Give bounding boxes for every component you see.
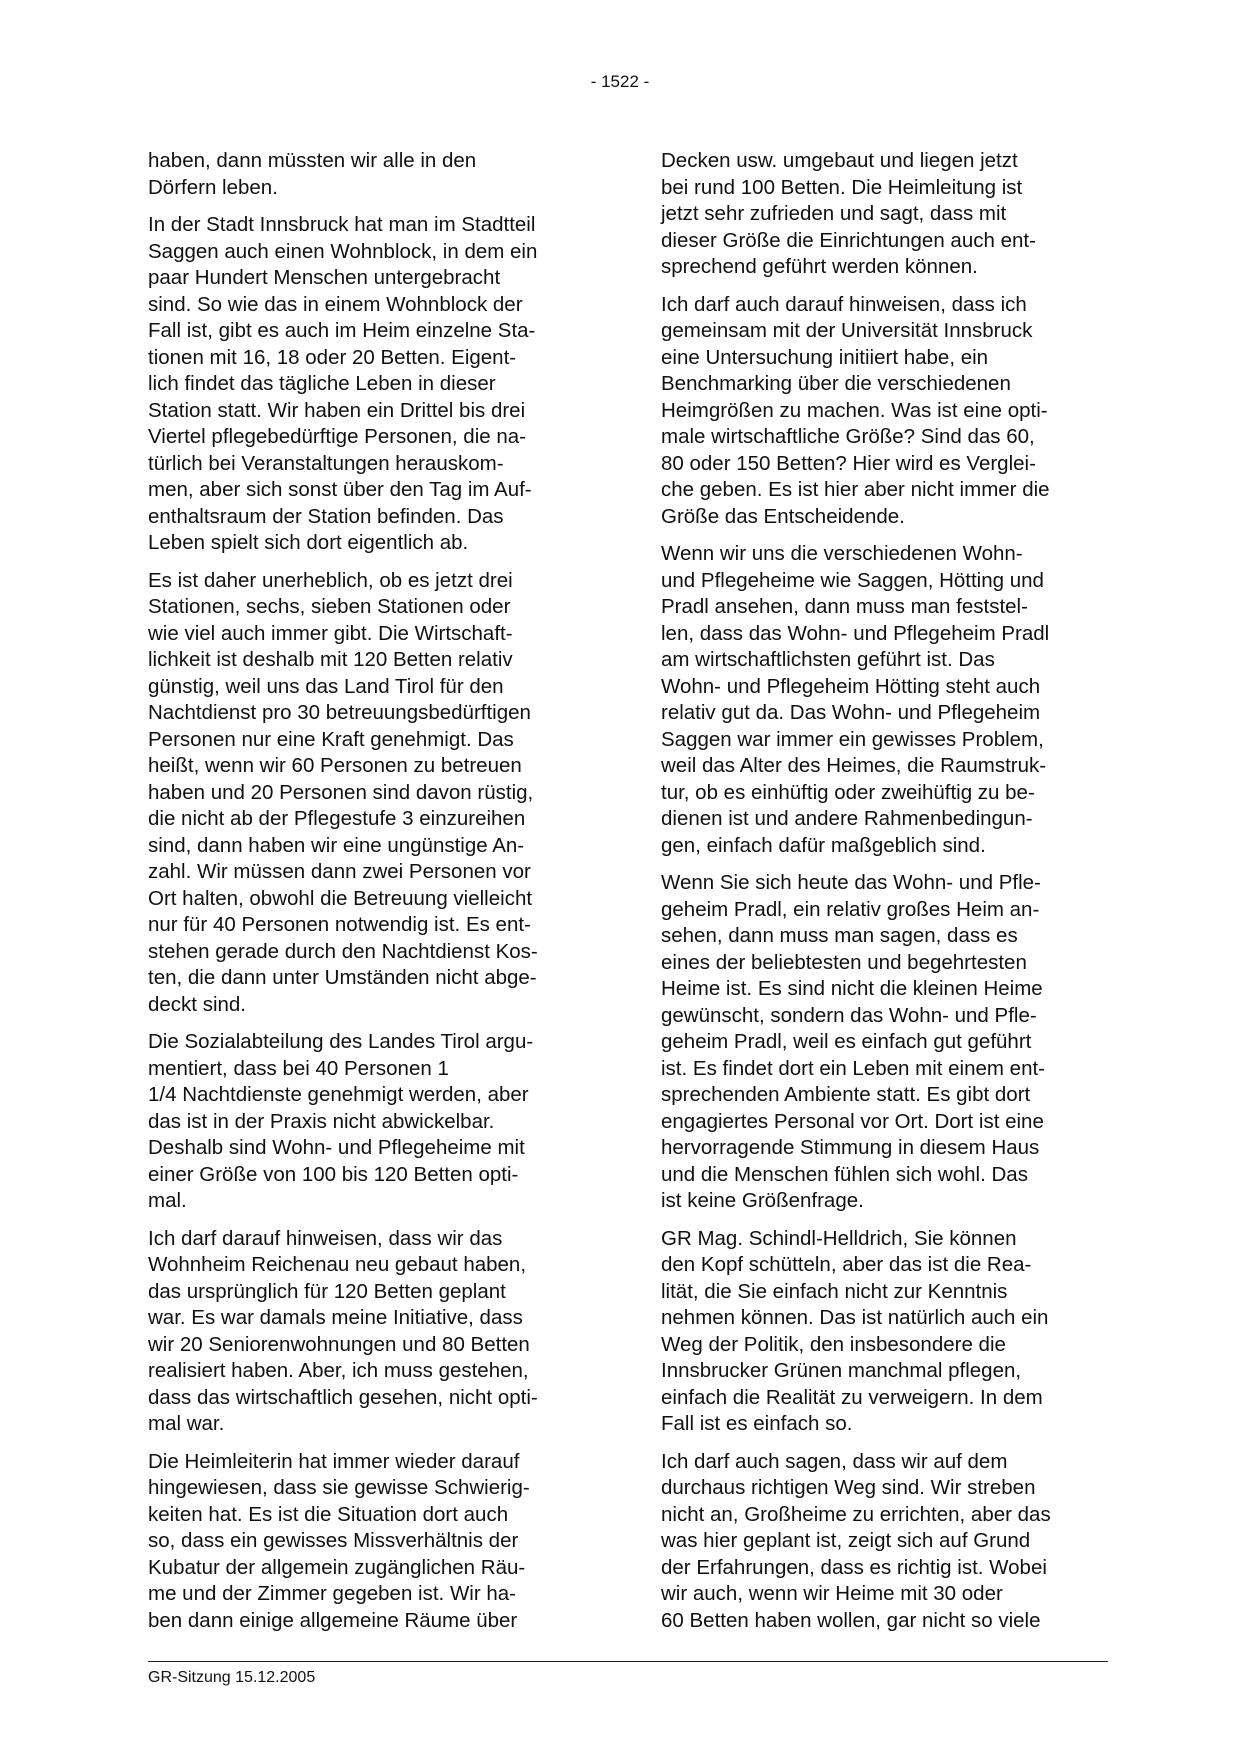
text-line: dieser Größe die Einrichtungen auch ent- (661, 228, 1036, 252)
text-line: Die Sozialabteilung des Landes Tirol argu- (148, 1030, 534, 1053)
text-line: hervorragende Stimmung in diesem Haus (661, 1136, 1040, 1159)
text-line: so, dass ein gewisses Missverhältnis der (148, 1529, 519, 1552)
text-line: hingewiesen, dass sie gewisse Schwierig- (148, 1476, 530, 1499)
text-line: Saggen auch einen Wohnblock, in dem ein (148, 239, 538, 263)
text-line: 1/4 Nachtdienste genehmigt werden, aber (148, 1083, 529, 1106)
text-line: nur für 40 Personen notwendig ist. Es ent- (148, 913, 531, 936)
text-line: gemeinsam mit der Universität Innsbruck (661, 319, 1033, 342)
text-line: das ursprünglich für 120 Betten geplant (148, 1279, 506, 1303)
footer-session-date: GR-Sitzung 15.12.2005 (148, 1669, 316, 1686)
text-line: Kubatur der allgemein zugänglichen Räu- (148, 1555, 526, 1579)
text-line: mentiert, dass bei 40 Personen 1 (148, 1056, 449, 1080)
text-line: engagiertes Personal vor Ort. Dort ist eine (661, 1109, 1044, 1133)
paragraph (661, 1226, 1108, 1438)
left-column (148, 148, 593, 1645)
text-line: keiten hat. Es ist die Situation dort auch (148, 1502, 509, 1526)
text-line: ten, die dann unter Umständen nicht abge- (148, 966, 537, 989)
text-line: haben und 20 Personen sind davon rüstig, (148, 780, 534, 804)
text-line: Stationen, sechs, sieben Stationen oder (148, 595, 511, 618)
text-line: durchaus richtigen Weg sind. Wir streben (661, 1476, 1036, 1499)
paragraph (148, 212, 593, 557)
text-line: wie viel auch immer gibt. Die Wirtschaft- (148, 621, 513, 645)
paragraph (661, 292, 1108, 531)
text-line: sprechend geführt werden können. (661, 255, 978, 278)
footer-divider (148, 1661, 1108, 1662)
text-line: 60 Betten haben wollen, gar nicht so viele (661, 1608, 1041, 1632)
text-line: war. Es war damals meine Initiative, dass (148, 1306, 523, 1329)
text-line: der Erfahrungen, dass es richtig ist. Wobei (661, 1555, 1047, 1579)
paragraph (148, 148, 593, 201)
text-line: Dörfern leben. (148, 175, 278, 199)
text-line: Heime ist. Es sind nicht die kleinen Heime (661, 977, 1043, 1000)
text-line: jetzt sehr zufrieden und sagt, dass mit (661, 202, 1007, 225)
text-line: sehen, dann muss man sagen, dass es (661, 924, 1018, 947)
text-line: Benchmarking über die verschiedenen (661, 372, 1011, 395)
text-line: GR Mag. Schindl-Helldrich, Sie können (661, 1226, 1017, 1250)
text-line: gen, einfach dafür maßgeblich sind. (661, 833, 986, 857)
text-line: einer Größe von 100 bis 120 Betten opti- (148, 1162, 519, 1186)
text-line: lichkeit ist deshalb mit 120 Betten relativ (148, 648, 513, 671)
text-line: Heimgrößen zu machen. Was ist eine opti- (661, 398, 1048, 422)
text-line: Wohn- und Pflegeheim Hötting steht auch (661, 674, 1041, 698)
text-line: 80 oder 150 Betten? Hier wird es Verglei- (661, 451, 1036, 475)
text-line: am wirtschaftlichsten geführt ist. Das (661, 648, 995, 671)
text-line: Ich darf darauf hinweisen, dass wir das (148, 1226, 503, 1250)
paragraph (661, 870, 1108, 1215)
text-line: tionen mit 16, 18 oder 20 Betten. Eigent- (148, 345, 517, 369)
text-line: len, dass das Wohn- und Pflegeheim Pradl (661, 621, 1050, 645)
text-line: Viertel pflegebedürftige Personen, die na- (148, 425, 526, 448)
text-line: Saggen war immer ein gewisses Problem, (661, 727, 1044, 751)
text-line: che geben. Es ist hier aber nicht immer die (661, 478, 1050, 501)
text-line: die nicht ab der Pflegestufe 3 einzureihen (148, 807, 526, 830)
text-line: ben dann einige allgemeine Räume über (148, 1608, 518, 1632)
text-line: Fall ist, gibt es auch im Heim einzelne Sta- (148, 319, 536, 342)
paragraph (661, 541, 1108, 859)
text-line: gewünscht, sondern das Wohn- und Pfle- (661, 1003, 1037, 1027)
right-column (661, 148, 1108, 1645)
text-line: und die Menschen fühlen sich wohl. Das (661, 1162, 1028, 1186)
page-number: - 1522 - (590, 72, 650, 91)
text-line: ist keine Größenfrage. (661, 1189, 864, 1212)
text-line: heißt, wenn wir 60 Personen zu betreuen (148, 754, 522, 777)
text-line: Die Heimleiterin hat immer wieder darauf (148, 1449, 520, 1473)
text-line: In der Stadt Innsbruck hat man im Stadtteil (148, 213, 536, 236)
text-line: Pradl ansehen, dann muss man feststel- (661, 595, 1028, 618)
text-line: günstig, weil uns das Land Tirol für den (148, 674, 504, 698)
text-line: mal war. (148, 1412, 225, 1435)
text-line: mal. (148, 1189, 187, 1212)
text-line: sprechenden Ambiente statt. Es gibt dort (661, 1083, 1031, 1106)
text-line: Weg der Politik, den insbesondere die (661, 1332, 1006, 1356)
text-line: Wenn wir uns die verschiedenen Wohn- (661, 542, 1023, 565)
text-line: weil das Alter des Heimes, die Raumstruk- (661, 754, 1047, 777)
text-line: was hier geplant ist, zeigt sich auf Grund (661, 1529, 1031, 1552)
text-line: Es ist daher unerheblich, ob es jetzt drei (148, 568, 513, 592)
text-line: dass das wirtschaftlich gesehen, nicht opti- (148, 1385, 538, 1409)
text-line: nicht an, Großheime zu errichten, aber das (661, 1502, 1051, 1526)
text-line: Deshalb sind Wohn- und Pflegeheime mit (148, 1136, 525, 1159)
text-line: bei rund 100 Betten. Die Heimleitung ist (661, 175, 1023, 199)
text-line: male wirtschaftliche Größe? Sind das 60, (661, 425, 1035, 448)
text-line: Fall ist es einfach so. (661, 1412, 853, 1435)
text-line: Wohnheim Reichenau neu gebaut haben, (148, 1253, 527, 1276)
text-line: Innsbrucker Grünen manchmal pflegen, (661, 1359, 1022, 1382)
text-line: lität, die Sie einfach nicht zur Kenntnis (661, 1279, 1008, 1303)
paragraph (148, 1029, 593, 1215)
paragraph (148, 568, 593, 1019)
text-line: Nachtdienst pro 30 betreuungsbedürftigen (148, 701, 531, 724)
text-line: dienen ist und andere Rahmenbedingun- (661, 807, 1033, 830)
text-line: sind. So wie das in einem Wohnblock der (148, 292, 523, 316)
text-line: men, aber sich sonst über den Tag im Auf- (148, 478, 532, 501)
text-line: Decken usw. umgebaut und liegen jetzt (661, 149, 1018, 172)
text-line: den Kopf schütteln, aber das ist die Rea- (661, 1253, 1032, 1276)
text-line: türlich bei Veranstaltungen herauskom- (148, 451, 504, 475)
text-line: Größe das Entscheidende. (661, 504, 905, 528)
text-line: und Pflegeheime wie Saggen, Hötting und (661, 568, 1044, 592)
text-line: Ort halten, obwohl die Betreuung vielleicht (148, 886, 533, 910)
text-line: realisiert haben. Aber, ich muss gestehen, (148, 1359, 529, 1382)
text-line: haben, dann müssten wir alle in den (148, 149, 477, 172)
text-line: geheim Pradl, weil es einfach gut geführt (661, 1030, 1032, 1053)
text-line: wir 20 Seniorenwohnungen und 80 Betten (148, 1332, 530, 1356)
paragraph (661, 148, 1108, 281)
text-line: ist. Es findet dort ein Leben mit einem ent- (661, 1056, 1046, 1080)
text-line: eines der beliebtesten und begehrtesten (661, 950, 1027, 974)
text-line: zahl. Wir müssen dann zwei Personen vor (148, 860, 531, 883)
text-line: geheim Pradl, ein relativ großes Heim an- (661, 897, 1040, 921)
text-line: nehmen können. Das ist natürlich auch ein (661, 1306, 1049, 1329)
text-line: enthaltsraum der Station befinden. Das (148, 504, 504, 528)
text-line: Ich darf auch darauf hinweisen, dass ich (661, 292, 1027, 316)
text-line: lich findet das tägliche Leben in dieser (148, 372, 496, 395)
text-line: Wenn Sie sich heute das Wohn- und Pfle- (661, 871, 1041, 894)
paragraph (661, 1449, 1108, 1635)
text-line: eine Untersuchung initiiert habe, ein (661, 345, 989, 369)
text-line: Leben spielt sich dort eigentlich ab. (148, 531, 469, 554)
text-line: deckt sind. (148, 992, 246, 1016)
text-line: paar Hundert Menschen untergebracht (148, 266, 501, 289)
text-line: relativ gut da. Das Wohn- und Pflegeheim (661, 701, 1041, 724)
text-line: tur, ob es einhüftig oder zweihüftig zu be- (661, 780, 1035, 804)
text-line: wir auch, wenn wir Heime mit 30 oder (661, 1582, 1003, 1605)
text-line: Ich darf auch sagen, dass wir auf dem (661, 1449, 1008, 1473)
text-line: Station statt. Wir haben ein Drittel bis drei (148, 398, 526, 422)
text-line: stehen gerade durch den Nachtdienst Kos- (148, 939, 538, 963)
text-line: sind, dann haben wir eine ungünstige An- (148, 833, 525, 857)
text-line: me und der Zimmer gegeben ist. Wir ha- (148, 1582, 516, 1605)
text-line: Personen nur eine Kraft genehmigt. Das (148, 727, 514, 751)
paragraph (148, 1449, 593, 1635)
text-line: das ist in der Praxis nicht abwickelbar. (148, 1109, 495, 1133)
paragraph (148, 1226, 593, 1438)
text-line: einfach die Realität zu verweigern. In dem (661, 1385, 1043, 1409)
